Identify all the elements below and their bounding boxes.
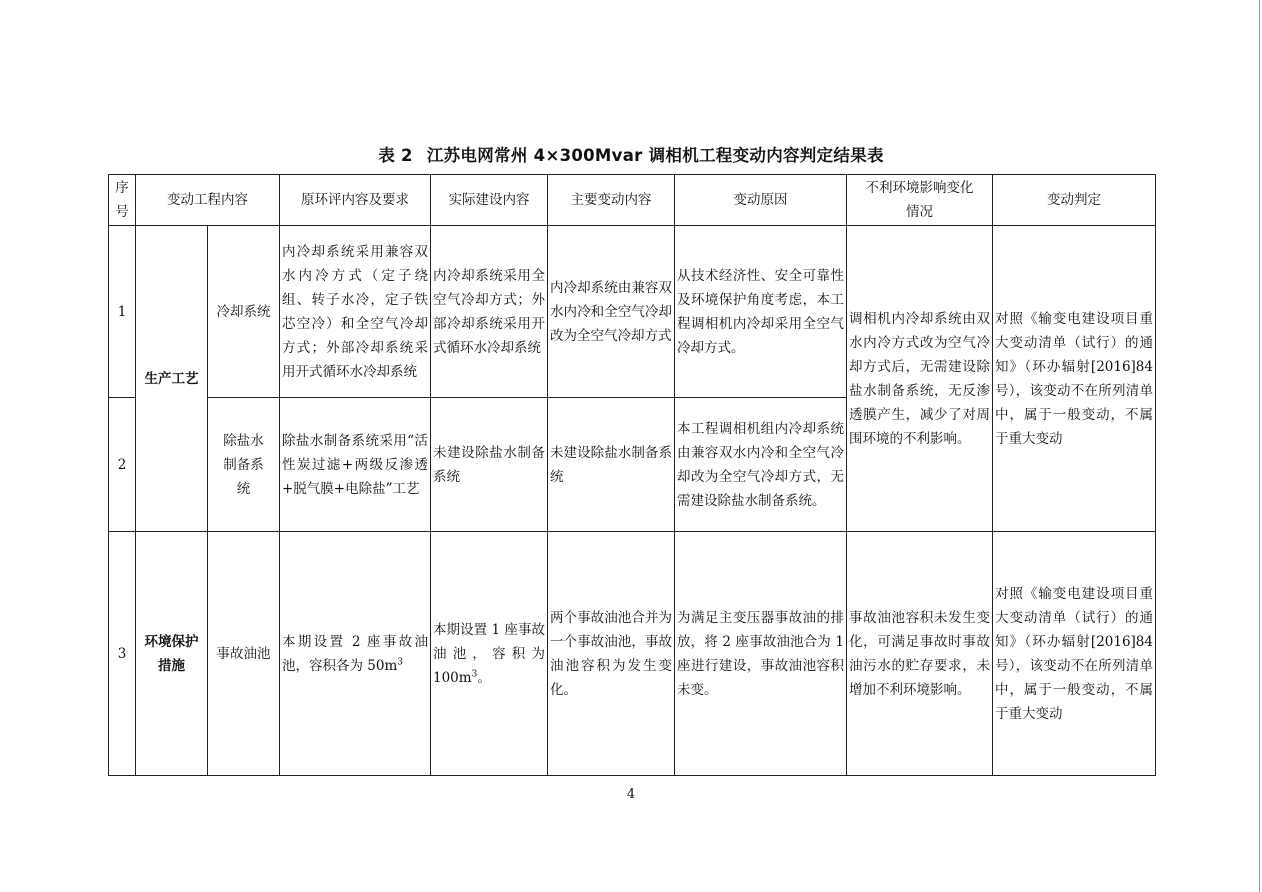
header-verdict: 变动判定 xyxy=(993,175,1156,226)
row3-orig xyxy=(280,532,431,776)
row3-item: 事故油池 xyxy=(208,532,280,776)
row2-actual: 未建设除盐水制备系统 xyxy=(431,398,548,532)
table-title-text: 江苏电网常州 4×300Mvar 调相机工程变动内容判定结果表 xyxy=(426,146,884,165)
row2-item: 除盐水制备系统 xyxy=(208,398,280,532)
row3-seq: 3 xyxy=(109,532,136,776)
header-change: 主要变动内容 xyxy=(548,175,675,226)
impact-rows-1-2: 调相机内冷却系统由双水内冷方式改为空气冷却方式后，无需建设除盐水制备系统，无反渗透膜产生，减少了对周围环境的不利影响。 xyxy=(847,226,993,532)
row1-change: 内冷却系统由兼容双水内冷和全空气冷却改为全空气冷却方式 xyxy=(548,226,675,398)
category-env-protection: 环境保护措施 xyxy=(136,532,208,776)
row3-actual-text: 本期设置 1 座事故油池，容积为 100m xyxy=(433,621,545,686)
header-reason: 变动原因 xyxy=(675,175,847,226)
header-impact: 不利环境影响变化情况 xyxy=(847,175,993,226)
verdict-rows-1-2: 对照《输变电建设项目重大变动清单（试行）的通知》（环办辐射[2016]84号），该变动不在所列清单中，属于一般变动，不属于重大变动 xyxy=(993,226,1156,532)
row3-reason: 为满足主变压器事故油的排放，将 2 座事故油池合为 1 座进行建设，事故油池容积未变。 xyxy=(675,532,847,776)
row2-reason: 本工程调相机组内冷却系统由兼容双水内冷和全空气冷却改为全空气冷却方式，无需建设除盐水制备系统。 xyxy=(675,398,847,532)
row3-actual xyxy=(431,532,548,776)
table-row xyxy=(109,532,1156,776)
row3-actual-tail: 。 xyxy=(477,669,491,686)
header-seq: 序号 xyxy=(109,175,136,226)
row1-orig: 内冷却系统采用兼容双水内冷方式（定子绕组、转子水冷，定子铁芯空冷）和全空气冷却方式；外部冷却系统采用开式循环水冷却系统 xyxy=(280,226,431,398)
row3-orig-sup: 3 xyxy=(397,657,404,667)
row3-actual-sup: 3 xyxy=(471,669,478,679)
row2-seq: 2 xyxy=(109,398,136,532)
row1-seq: 1 xyxy=(109,226,136,398)
row1-item: 冷却系统 xyxy=(208,226,280,398)
row1-actual: 内冷却系统采用全空气冷却方式；外部冷却系统采用开式循环水冷却系统 xyxy=(431,226,548,398)
table-label: 表 2 xyxy=(378,146,413,165)
category-production: 生产工艺 xyxy=(136,226,208,532)
row3-verdict: 对照《输变电建设项目重大变动清单（试行）的通知》（环办辐射[2016]84号），该变动不在所列清单中，属于一般变动，不属于重大变动 xyxy=(993,532,1156,776)
row2-change: 未建设除盐水制备系统 xyxy=(548,398,675,532)
header-item: 变动工程内容 xyxy=(136,175,280,226)
table-row xyxy=(109,226,1156,398)
header-actual: 实际建设内容 xyxy=(431,175,548,226)
page-edge-line xyxy=(1259,0,1260,892)
row3-orig-text: 本期设置 2 座事故油池，容积各为 50m xyxy=(282,633,428,674)
table-title xyxy=(0,142,1262,166)
change-judgment-table xyxy=(108,174,1156,776)
row3-impact: 事故油池容积未发生变化，可满足事故时事故油污水的贮存要求，未增加不利环境影响。 xyxy=(847,532,993,776)
row1-reason: 从技术经济性、安全可靠性及环境保护角度考虑，本工程调相机内冷却采用全空气冷却方式。 xyxy=(675,226,847,398)
row2-orig: 除盐水制备系统采用“活性炭过滤+两级反渗透+脱气膜+电除盐”工艺 xyxy=(280,398,431,532)
header-row xyxy=(109,175,1156,226)
page-number: 4 xyxy=(626,787,636,802)
header-orig: 原环评内容及要求 xyxy=(280,175,431,226)
row3-change: 两个事故油池合并为一个事故油池，事故油池容积为发生变化。 xyxy=(548,532,675,776)
